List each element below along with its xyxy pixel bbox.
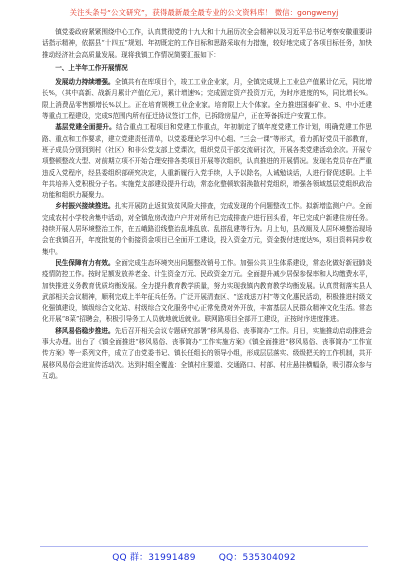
paragraph-rural-revitalization — [42, 201, 372, 257]
footer-qq: QQ：535304092 — [218, 553, 296, 563]
footer-qq-group: QQ 群：31991489 — [112, 553, 196, 563]
paragraph-text: 全面完成生态环境突出问题整改销号工作。加强公共卫生体系建设，常态化做好新冠肺炎疫情防控工作。按时足额发放养老金、计生资金万元、民政资金万元。全面提升减少居保参保率和人均缴费水平，加快推进义务教育优质均衡发展。全力提升教育教学质量，努力实现我镇内教育教学均衡发展。认真贯彻落实县人武部相关会议精神，顺利完成上半年征兵任务。广泛开展清查区、“送戏送万村”等文化惠民活动，积极推进村级文化强镇建设，镇级综合文化站、村级综合文化服务中心正常免费对外开放，丰富基层人民群众精神文化生活。常态化开展“8菜”招聘会，积极引导务工人员就地就近就业。联网路项目全部开工建设，正按时序进度推进。 — [42, 258, 372, 324]
paragraph-text: 先后召开相关会议专题研究部署“移风易俗、丧事简办”工作。月日，实施推动启动推进会事大办理。出台了《镇全面推进“移风易俗、丧事简办”工作实施方案》《镇全面推进“移风易俗、丧事简办”工作宣传方案》等一系列文件，成立了由党委书记、镇长任组长的领导小组，形成层层落实、级级把关的工作机制，共开展移风易俗会进宣传活动次。达到村组全覆盖：全镇村庄要道、交通路口、村部、村庄悬挂横幅条，吸引群众参与互动。 — [42, 326, 372, 380]
paragraph-lead: 民生保障有力有效。 — [55, 258, 115, 267]
paragraph-text: 全镇共有在库项目个，竣工工业企业家，月，全镇完成规上工业总产值累计亿元，同比增长%，（其中高新、战新月累计产值亿元），累计增速%；完成固定资产投资万元，为时序进度的%，同比增长%。限上消费品零售额增长%以上。正在培育规模工业企业家。培育限上大个体家。全力推进国泰矿业、S、中小迁建等重点工程建设，完成S范围内所有征迁协议签订工作，已拆除房屋户，正在筹备拆迁户安置工作。 — [42, 78, 372, 121]
paragraph-lead: 基层党建全面提升。 — [55, 123, 116, 132]
document-body — [42, 27, 372, 543]
paragraph-party-building — [42, 122, 372, 201]
header-banner — [0, 0, 408, 22]
intro-paragraph: 镇党委政府紧紧围绕中心工作，认真贯彻党的十九大和十九届历次全会精神以及习近平总书记考察安徽重要讲话指示精神，依据县“十四五”规划、年初既定的工作目标和思路采取有力措施，较好地完成了各项目标任务，加快推动经济社会高质量发展。现将我镇工作情况简要汇报如下： — [42, 28, 372, 59]
paragraph-customs-reform — [42, 326, 372, 382]
paragraph-text: 结合重点工程项目和党建工作重点，年初制定了镇年度党建工作计划，明确党建工作思路、重点和工作要求，建立党建责任清单，以党委理论学习中心组、“三会一课”等形式，看力抓好党员干部教育，班子成员分别到到村（社区）和非公党支部上党课次，组织党员干部交流研讨次，开展各类党建活动余次。开展专项整顿整改大型、对前期立项不开始合理安排各类项目开展等次组织，认真推进的开展情况。发现名党员存在严重违反入党程序，经县委组织部研究决定，人重新履行入党手续，人予以除名，人诫勉谈话，人进行督促述职。上半年共培养入党积极分子名。实施党支部建设提升行动，常态化整顿软弱涣散村党组织，增强各领域基层党组织政治功能和组织力凝聚力。 — [42, 123, 372, 200]
banner-text: 关注头条号“公文研究”，获得最新最全最专业的公文资料库！ 微信：gongwenyj — [69, 8, 339, 17]
paragraph-livelihood — [42, 258, 372, 326]
paragraph-lead: 发展动力持续增强。 — [55, 78, 115, 87]
paragraph-development — [42, 77, 372, 122]
paragraph-text: 扎实开展防止返贫致贫风险大排查，完成发现的个问题整改工作。拟新增监测户户。全面完成农村小学校舍集中活动，对全镇危房改造户户并对所有已完成排查户进行回头看，年已完成户新建住房任务。持续开展人居环境整治工作，在五峨路沿线整治乱堆乱放、乱搭乱建等行为。月上旬，县改厕及人居环境整治现场会在我镇召开，年度批复的个衔接资金项目已全面开工建设，投入资金万元，资金拨付进度达%，项目资料同步收集中。 — [42, 202, 372, 256]
banner-underline — [80, 18, 338, 19]
footer-contacts — [0, 546, 408, 570]
paragraph-lead: 乡村振兴接续推进。 — [55, 202, 115, 211]
paragraph-lead: 移风易俗稳步推进。 — [55, 326, 115, 335]
section-heading: 一、上半年工作开展情况 — [55, 63, 128, 72]
